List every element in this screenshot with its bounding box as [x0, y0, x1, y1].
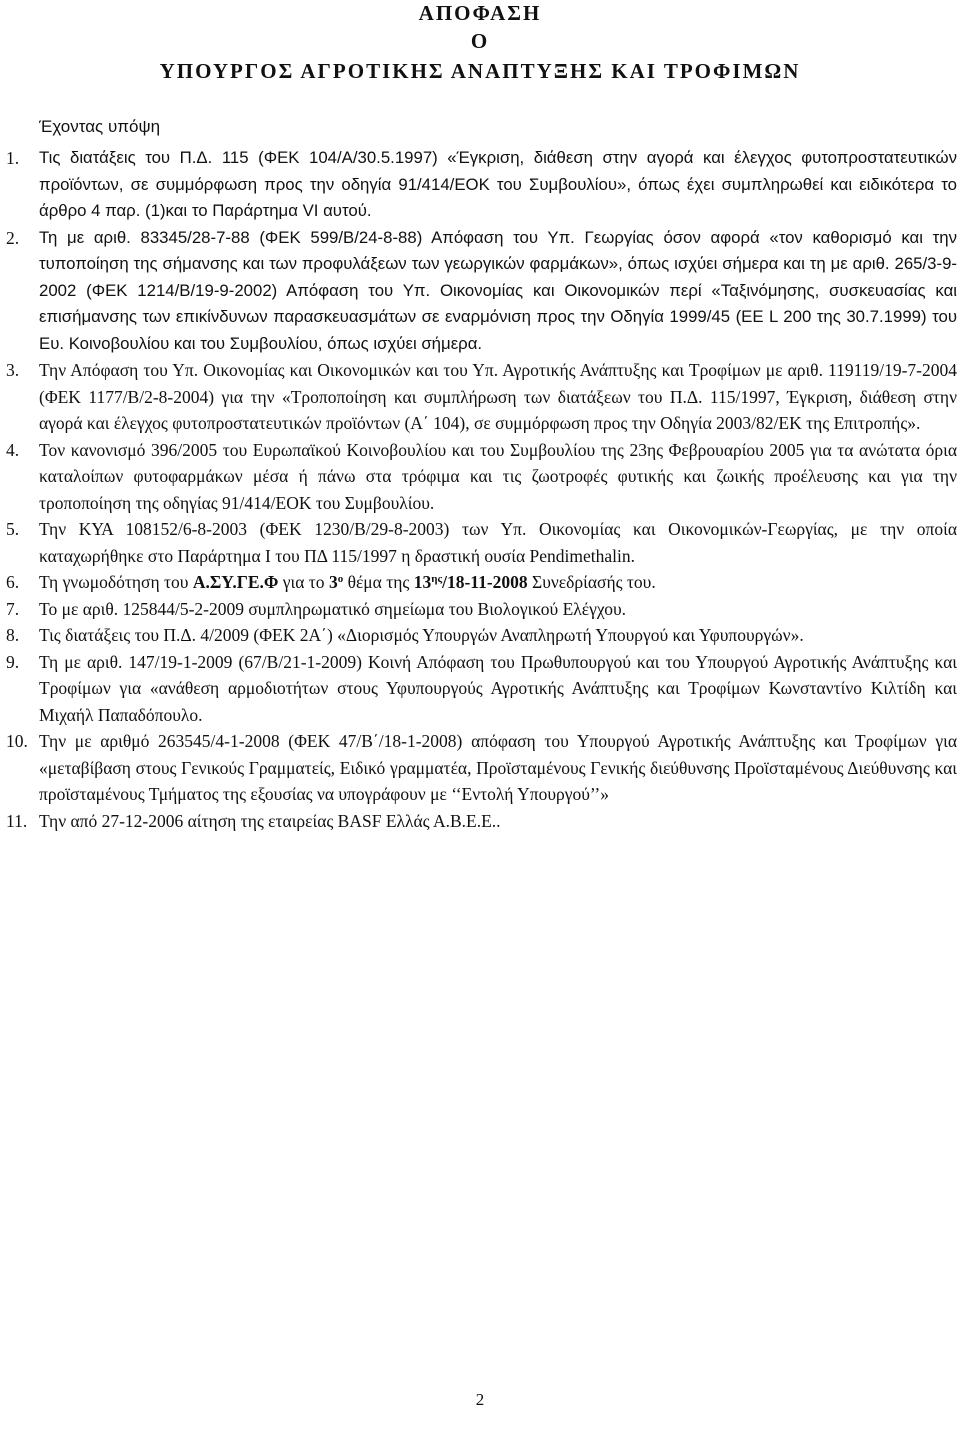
item-text: Την από 27-12-2006 αίτηση της εταιρείας BASF Ελλάς Α.Β.Ε.Ε.. [39, 810, 501, 831]
item-text: Την με αριθμό 263545/4-1-2008 (ΦΕΚ 47/Β΄/18-1-2008) απόφαση του Υπουργού Αγροτικής Ανάπτυξης και Τροφίμων για «μεταβίβαση στους Γενικούς Γραμματείς, Ειδικό γραμματέα, Προϊσταμένους Γενικής διεύθυνσης Προϊσταμένους Διεύθυνσης και προϊσταμένους Τμήματος της εξουσίας να υπογράφουν με ‘‘Εντολή Υπουργού’’» [39, 731, 957, 804]
ordinal-suffix: ης [431, 573, 443, 585]
item-text: Την ΚΥΑ 108152/6-8-2003 (ΦΕΚ 1230/Β/29-8-2003) των Υπ. Οικονομίας και Οικονομικών-Γεωργίας, με την οποία καταχωρήθηκε στο Παράρτημα Ι του ΠΔ 115/1997 η δραστική ουσία Pendimethalin. [39, 519, 957, 566]
item-text: Το με αριθ. 125844/5-2-2009 συμπληρωματικό σημείωμα του Βιολογικού Ελέγχου. [39, 598, 627, 619]
item-text: Τη με αριθ. 147/19-1-2009 (67/Β/21-1-2009) Κοινή Απόφαση του Πρωθυπουργού και του Υπουργού Αγροτικής Ανάπτυξης και Τροφίμων για «ανάθεση αρμοδιοτήτων στους Υφυπουργούς Αγροτικής Ανάπτυξης και Τροφίμων Κωνσταντίνο Κιλτίδη και Μιχαήλ Παπαδόπουλο. [39, 651, 957, 725]
considerations-list [0, 145, 960, 834]
list-item [0, 622, 960, 649]
item-text: Τον κανονισμό 396/2005 του Ευρωπαϊκού Κοινοβουλίου και του Συμβουλίου της 23ης Φεβρουαρίου 2005 για τα ανώτατα όρια καταλοίπων φυτοφαρμάκων μέσα ή πάνω στα τρόφιμα και τις ζωοτροφές φυτικής και ζωικής προέλευσης και για την τροποποίηση της οδηγίας 91/414/ΕΟΚ του Συμβουλίου. [39, 439, 957, 513]
intro-text: Έχοντας υπόψη [39, 117, 161, 136]
list-item [0, 808, 960, 835]
item-number: 2. [6, 227, 20, 248]
item-number: 4. [6, 439, 20, 460]
list-item [0, 569, 960, 596]
item-text-part: Συνεδρίασής του. [527, 572, 656, 592]
page-number: 2 [475, 1390, 485, 1409]
decision-heading: ΑΠΟΦΑΣΗ [418, 1, 542, 25]
list-item [0, 516, 960, 569]
item-number: 6. [6, 572, 20, 592]
item-number: 5. [6, 519, 20, 539]
session-number: 13 [413, 572, 432, 592]
ministry-heading: ΥΠΟΥΡΓΟΣ ΑΓΡΟΤΙΚΗΣ ΑΝΑΠΤΥΞΗΣ ΚΑΙ ΤΡΟΦΙΜΩΝ [159, 59, 801, 83]
topic-number: 3 [328, 572, 338, 592]
item-text: Την Απόφαση του Υπ. Οικονομίας και Οικονομικών και του Υπ. Αγροτικής Ανάπτυξης και Τροφίμων με αριθ. 119119/19-7-2004 (ΦΕΚ 1177/Β/2-8-2004) για την «Τροποποίηση και συμπλήρωση των διατάξεων του Π.Δ. 115/1997, Έγκριση, διάθεση στην αγορά και έλεγχος φυτοπροστατευτικών προϊόντων (Α΄ 104), σε συμμόρφωση προς την Οδηγία 2003/82/ΕΚ της Επιτροπής». [39, 360, 957, 433]
item-number: 1. [6, 148, 20, 168]
list-item [0, 596, 960, 623]
item-text-part: Τη γνωμοδότηση του [39, 572, 193, 592]
list-item [0, 145, 960, 225]
list-item [0, 357, 960, 437]
item-text: Τις διατάξεις του Π.Δ. 115 (ΦΕΚ 104/Α/30.5.1997) «Έγκριση, διάθεση στην αγορά και έλεγχος φυτοπροστατευτικών προϊόντων, σε συμμόρφωση προς την οδηγία 91/414/ΕΟΚ του Συμβουλίου», όπως έχει συμπληρωθεί και ειδικότερα το άρθρο 4 παρ. (1)και το Παράρτημα VI αυτού. [39, 148, 957, 220]
item-text: Τις διατάξεις του Π.Δ. 4/2009 (ΦΕΚ 2Α΄) «Διορισμός Υπουργών Αναπληρωτή Υπουργού και Υφυπουργών». [39, 625, 804, 645]
item-number: 10. [6, 731, 28, 751]
list-item [0, 649, 960, 729]
item-number: 9. [6, 651, 20, 672]
item-number: 3. [6, 360, 20, 380]
list-item [0, 225, 960, 358]
ordinal-suffix: ο [337, 573, 344, 585]
item-number: 11. [6, 810, 28, 831]
session-date: /18-11-2008 [442, 572, 528, 592]
list-item [0, 728, 960, 808]
list-item [0, 437, 960, 517]
committee-name: Α.ΣΥ.ΓΕ.Φ [192, 572, 279, 592]
item-text: Τη με αριθ. 83345/28-7-88 (ΦΕΚ 599/Β/24-8-88) Απόφαση του Υπ. Γεωργίας όσον αφορά «τον καθορισμό και την τυποποίηση της σήμανσης και των προφυλάξεων των γεωργικών φαρμάκων», όπως ισχύει σήμερα και τη με αριθ. 265/3-9-2002 (ΦΕΚ 1214/Β/19-9-2002) Απόφαση του Υπ. Οικονομίας και Οικονομικών περί «Ταξινόμησης, συσκευασίας και επισήμανσης των επικίνδυνων παρασκευασμάτων σε εναρμόνιση προς την Οδηγία 1999/45 (ΕΕ L 200 της 30.7.1999) του Ευ. Κοινοβουλίου και του Συμβουλίου, όπως ισχύει σήμερα. [39, 227, 957, 353]
heading-article: Ο [470, 29, 490, 53]
item-text-part: θέμα της [343, 572, 414, 592]
item-number: 7. [6, 598, 20, 619]
item-number: 8. [6, 625, 20, 645]
item-text-part: για το [278, 572, 329, 592]
item-text [39, 569, 957, 596]
